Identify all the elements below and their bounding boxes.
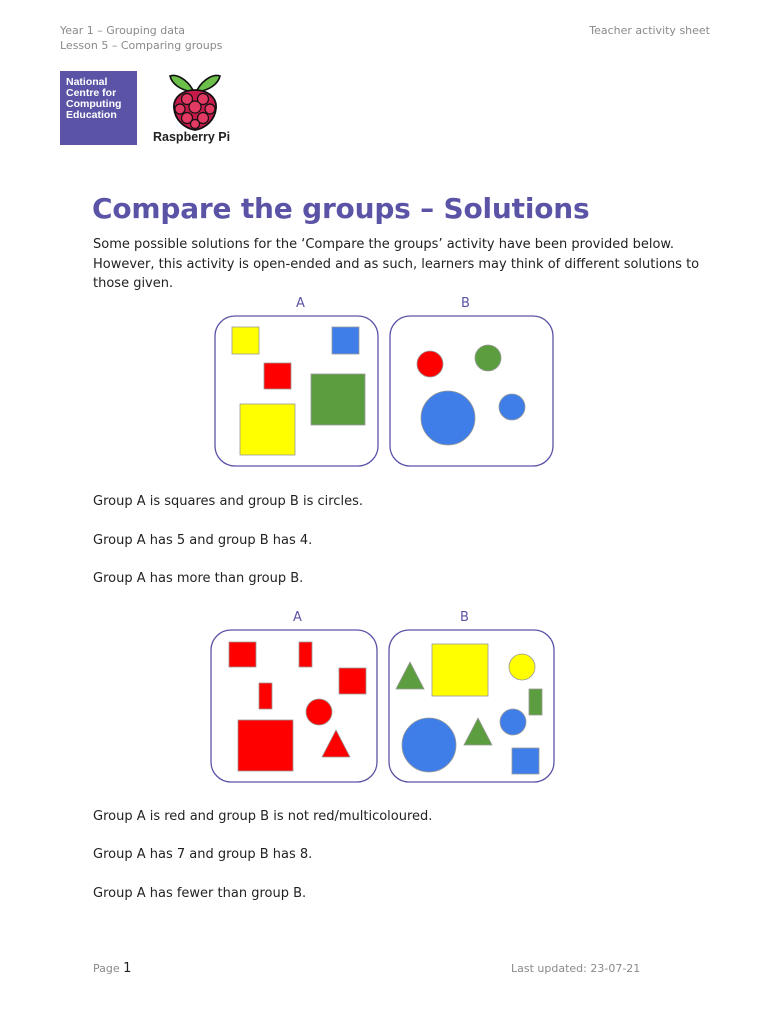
- lesson-title: Lesson 5 – Comparing groups: [60, 39, 223, 52]
- example-1-groups: [212, 313, 558, 469]
- ncce-logo: [60, 71, 137, 145]
- red-square: [229, 642, 256, 667]
- ncce-logo-line: Centre for: [66, 87, 117, 99]
- page-label: Page: [93, 962, 120, 975]
- example-1-statement: Group A has more than group B.: [93, 571, 304, 586]
- header-left: [60, 23, 222, 53]
- raspberry-pi-wordmark: Raspberry Pi: [153, 130, 231, 144]
- red-circle: [306, 699, 332, 725]
- red-circle: [417, 351, 443, 377]
- red-square: [339, 668, 366, 694]
- ncce-logo-line: Computing: [66, 98, 122, 110]
- example-1-statement: Group A is squares and group B is circles.: [93, 494, 363, 509]
- red-square: [238, 720, 293, 771]
- example-2-groups: [208, 627, 558, 785]
- blue-circle: [500, 709, 526, 735]
- last-updated: Last updated: 23-07-21: [511, 962, 641, 975]
- example-2-statement: Group A has 7 and group B has 8.: [93, 847, 313, 862]
- example-2-statement: Group A is red and group B is not red/multicoloured.: [93, 809, 433, 824]
- group-b-box: [390, 316, 553, 466]
- page-number: [93, 961, 131, 976]
- yellow-square: [240, 404, 295, 455]
- yellow-square: [432, 644, 488, 696]
- group-a-label: A: [293, 610, 302, 625]
- red-rectangle: [299, 642, 312, 667]
- green-square: [311, 374, 365, 425]
- green-rectangle: [529, 689, 542, 715]
- blue-square: [512, 748, 539, 774]
- example-1-statement: Group A has 5 and group B has 4.: [93, 533, 313, 548]
- group-a-label: A: [296, 296, 305, 311]
- blue-circle: [402, 718, 456, 772]
- ncce-logo-line: Education: [66, 109, 117, 121]
- page-title: Compare the groups – Solutions: [92, 192, 590, 225]
- group-b-label: B: [460, 610, 469, 625]
- yellow-circle: [509, 654, 535, 680]
- blue-circle: [421, 391, 475, 445]
- green-circle: [475, 345, 501, 371]
- page-number-value: 1: [123, 961, 132, 976]
- unit-title: Year 1 – Grouping data: [60, 24, 186, 37]
- example-2-statement: Group A has fewer than group B.: [93, 886, 307, 901]
- group-b-label: B: [461, 296, 470, 311]
- red-square: [264, 363, 291, 389]
- blue-circle: [499, 394, 525, 420]
- red-rectangle: [259, 683, 272, 709]
- ncce-logo-line: National: [66, 76, 108, 88]
- yellow-square: [232, 327, 259, 354]
- blue-square: [332, 327, 359, 354]
- sheet-type: Teacher activity sheet: [589, 24, 710, 37]
- intro-paragraph: Some possible solutions for the ‘Compare the groups’ activity have been provided below. However, this activity is open-ended and as such, learners may think of different solutions to those given.: [93, 237, 700, 291]
